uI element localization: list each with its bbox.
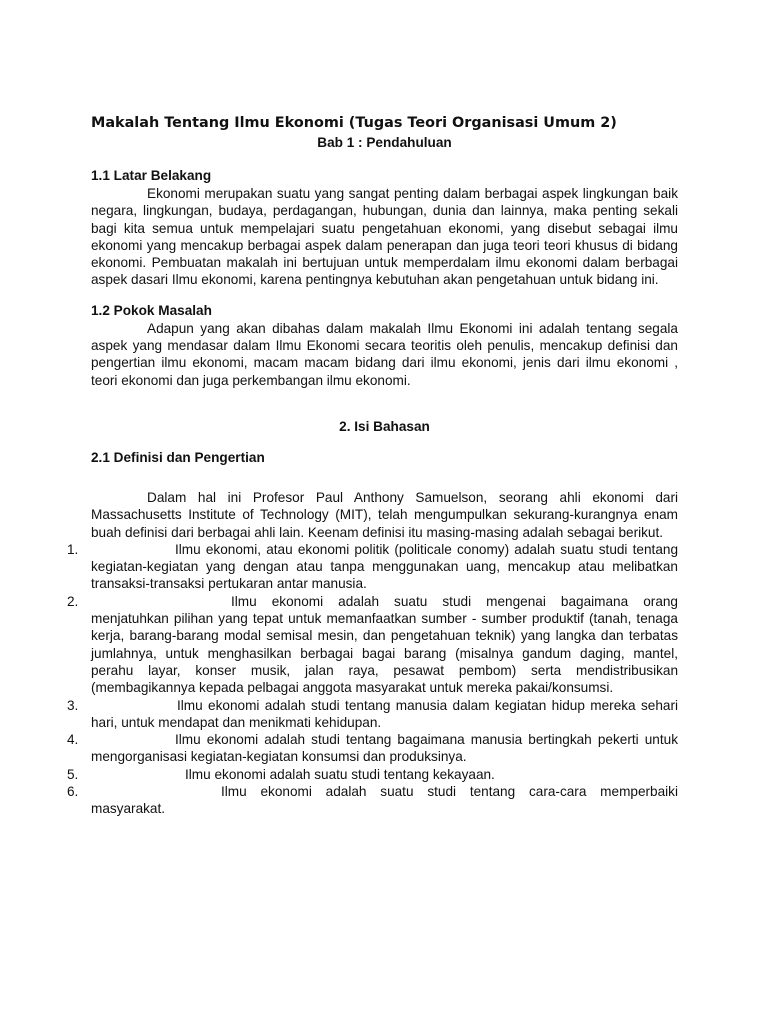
list-item (67, 541, 678, 593)
list-item-text: Ilmu ekonomi adalah suatu studi mengenai bagaimana orang menjatuhkan pilihan yang tepat untuk memanfaatkan sumber - sumber produktif (tanah, tenaga kerja, barang-barang modal semisal mesin, dan pengetahuan teknik) yang langka dan terbatas jumlahnya, untuk menghasilkan berbagai bagai barang (misalnya gandum daging, mantel, perahu layar, konser musik, jalan raya, pesawat pembom) serta mendistribusikan (membagikannya kepada pelbagai anggota masyarakat untuk mereka pakai/konsumsi. (91, 593, 678, 696)
list-item (67, 783, 678, 818)
list-item (67, 697, 678, 732)
list-item (67, 766, 678, 783)
document-title: Makalah Tentang Ilmu Ekonomi (Tugas Teori Organisasi Umum 2) (91, 115, 617, 131)
list-item-text: Ilmu ekonomi adalah studi tentang manusia dalam kegiatan hidup mereka sehari hari, untuk mendapat dan menikmati kehidupan. (91, 697, 678, 730)
list-item-number: 6. (67, 784, 79, 800)
document-content (67, 113, 678, 818)
section-1-2-paragraph: Adapun yang akan dibahas dalam makalah Ilmu Ekonomi ini adalah tentang segala aspek yang mendasar dalam Ilmu Ekonomi secara teoritis oleh penulis, mencakup definisi dan pengertian ilmu ekonomi, macam macam bidang dari ilmu ekonomi, jenis dari ilmu ekonomi , teori ekonomi dan juga perkembangan ilmu ekonomi. (91, 320, 678, 388)
list-item-text: Ilmu ekonomi adalah suatu studi tentang cara-cara memperbaiki masyarakat. (91, 784, 678, 817)
section-1-1-paragraph: Ekonomi merupakan suatu yang sangat penting dalam berbagai aspek lingkungan baik negara, lingkungan, budaya, perdagangan, hubungan, dunia dan lainnya, maka penting sekali bagi kita semua untuk mempelajari suatu pengetahuan ekonomi, yang disebut sebagai ilmu ekonomi yang mencakup berbagai aspek dalam penerapan dan juga teori teori khusus di bidang ekonomi. Pembuatan makalah ini bertujuan untuk memperdalam ilmu ekonomi dalam berbagai aspek dasari Ilmu ekonomi, karena pentingnya kebutuhan akan pengetahuan untuk bidang ini. (91, 186, 678, 288)
list-item-number: 1. (67, 541, 79, 557)
section-2-heading: 2. Isi Bahasan (339, 418, 430, 434)
list-item-text: Ilmu ekonomi, atau ekonomi politik (politicale conomy) adalah suatu studi tentang kegiatan-kegiatan yang dengan atau tanpa menggunakan uang, mencakup atau melibatkan transaksi-transaksi pertukaran antar manusia. (91, 541, 678, 592)
list-item-text: Ilmu ekonomi adalah suatu studi tentang kekayaan. (185, 766, 495, 782)
section-1-1-heading: 1.1 Latar Belakang (91, 168, 212, 183)
definition-list (67, 541, 678, 818)
list-item-text: Ilmu ekonomi adalah studi tentang bagaimana manusia bertingkah pekerti untuk mengorganisasi kegiatan-kegiatan konsumsi dan produksinya. (91, 732, 678, 765)
list-item-number: 2. (67, 593, 79, 609)
chapter-heading: Bab 1 : Pendahuluan (317, 135, 452, 150)
section-2-1-heading: 2.1 Definisi dan Pengertian (91, 449, 265, 465)
section-1-2-heading: 1.2 Pokok Masalah (91, 302, 212, 318)
list-item (67, 731, 678, 766)
list-item-number: 3. (67, 697, 79, 713)
section-2-1-intro: Dalam hal ini Profesor Paul Anthony Samuelson, seorang ahli ekonomi dari Massachusetts Institute of Technology (MIT), telah mengumpulkan sekurang-kurangnya enam buah definisi dari berbagai ahli lain. Keenam definisi itu masing-masing adalah sebagai berikut. (91, 489, 678, 540)
list-item-number: 5. (67, 766, 79, 782)
list-item (67, 593, 678, 697)
list-item-number: 4. (67, 732, 79, 748)
